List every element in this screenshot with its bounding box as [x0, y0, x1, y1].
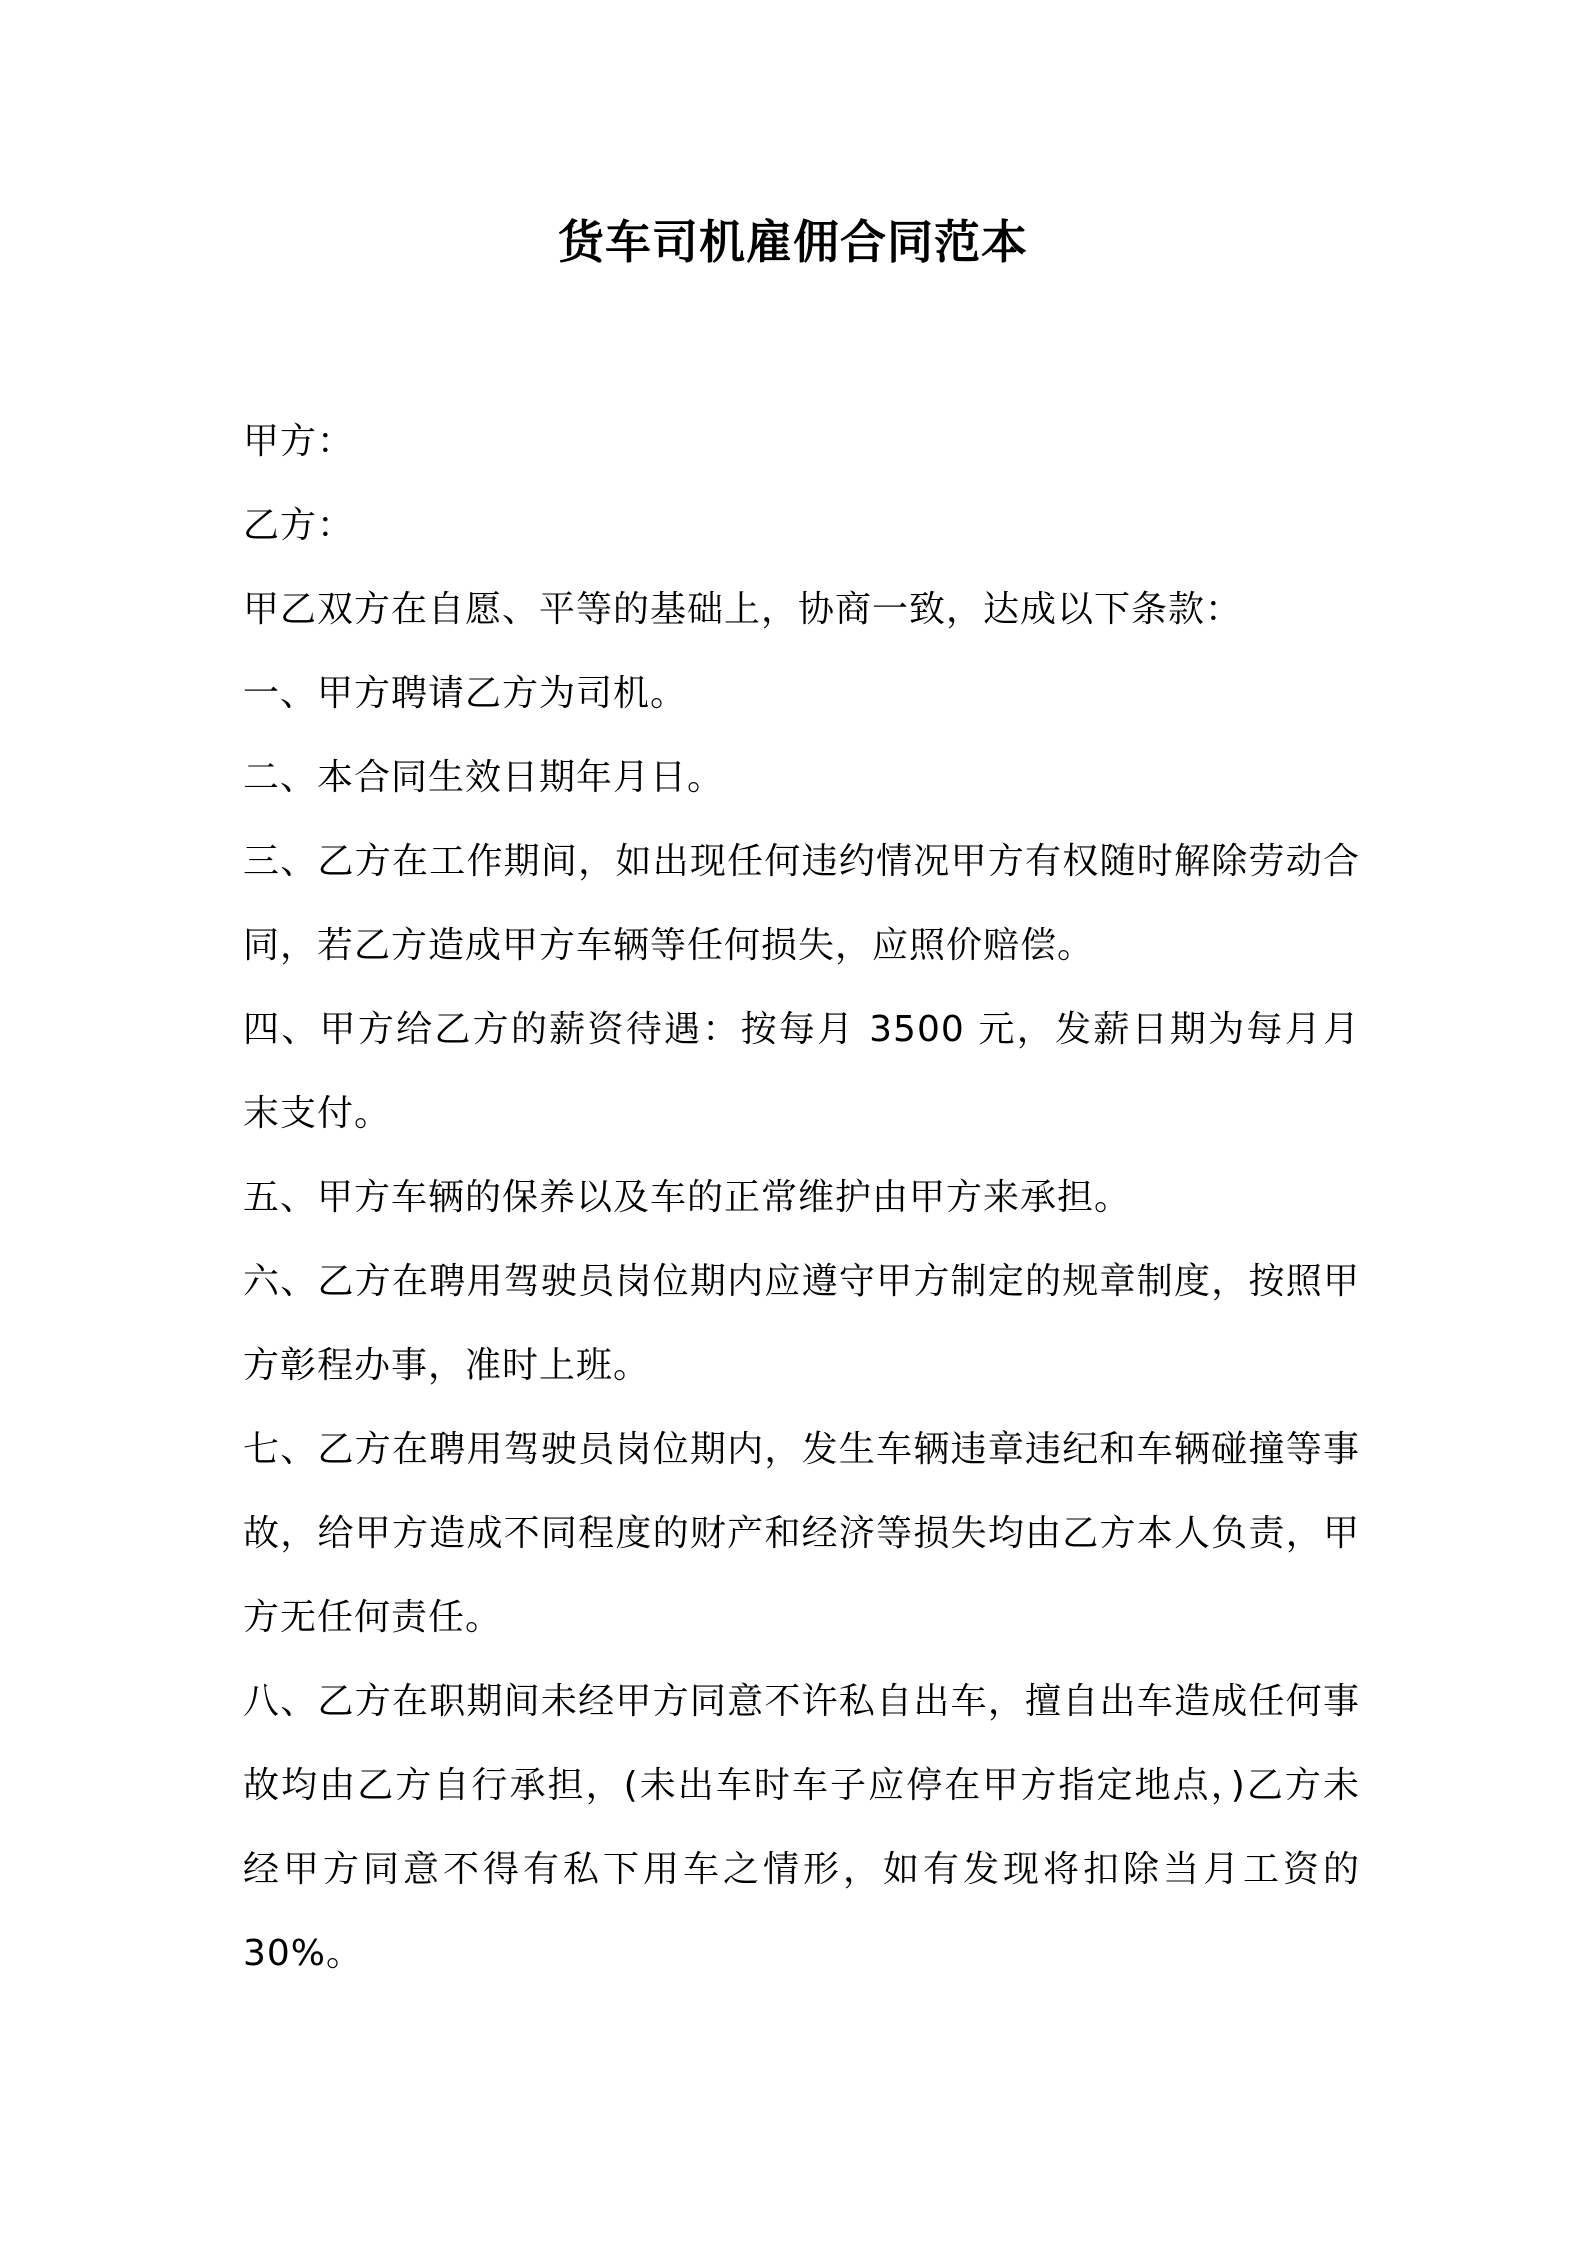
clause-6: 六、乙方在聘用驾驶员岗位期内应遵守甲方制定的规章制度，按照甲方彰程办事，准时上班。 [243, 1261, 1360, 1386]
clause-1: 一、甲方聘请乙方为司机。 [243, 673, 688, 714]
clause-3: 三、乙方在工作期间，如出现任何违约情况甲方有权随时解除劳动合同，若乙方造成甲方车辆等任何损失，应照价赔偿。 [243, 841, 1360, 966]
party-b-line: 乙方： [243, 505, 355, 546]
clause-7: 七、乙方在聘用驾驶员岗位期内，发生车辆违章违纪和车辆碰撞等事故，给甲方造成不同程度的财产和经济等损失均由乙方本人负责，甲方无任何责任。 [243, 1429, 1360, 1638]
document-title: 货车司机雇佣合同范本 [558, 215, 1028, 269]
intro-paragraph: 甲乙双方在自愿、平等的基础上，协商一致，达成以下条款： [243, 589, 1243, 630]
clause-5: 五、甲方车辆的保养以及车的正常维护由甲方来承担。 [243, 1177, 1132, 1218]
clause-2: 二、本合同生效日期年月日。 [243, 757, 725, 798]
clause-4: 四、甲方给乙方的薪资待遇：按每月 3500 元，发薪日期为每月月末支付。 [243, 1009, 1360, 1134]
party-a-line: 甲方： [243, 421, 355, 462]
clause-8: 八、乙方在职期间未经甲方同意不许私自出车，擅自出车造成任何事故均由乙方自行承担，(未出车时车子应停在甲方指定地点，)乙方未经甲方同意不得有私下用车之情形，如有发现将扣除当月工资的30%。 [243, 1681, 1360, 1974]
document-body [243, 400, 1360, 1996]
